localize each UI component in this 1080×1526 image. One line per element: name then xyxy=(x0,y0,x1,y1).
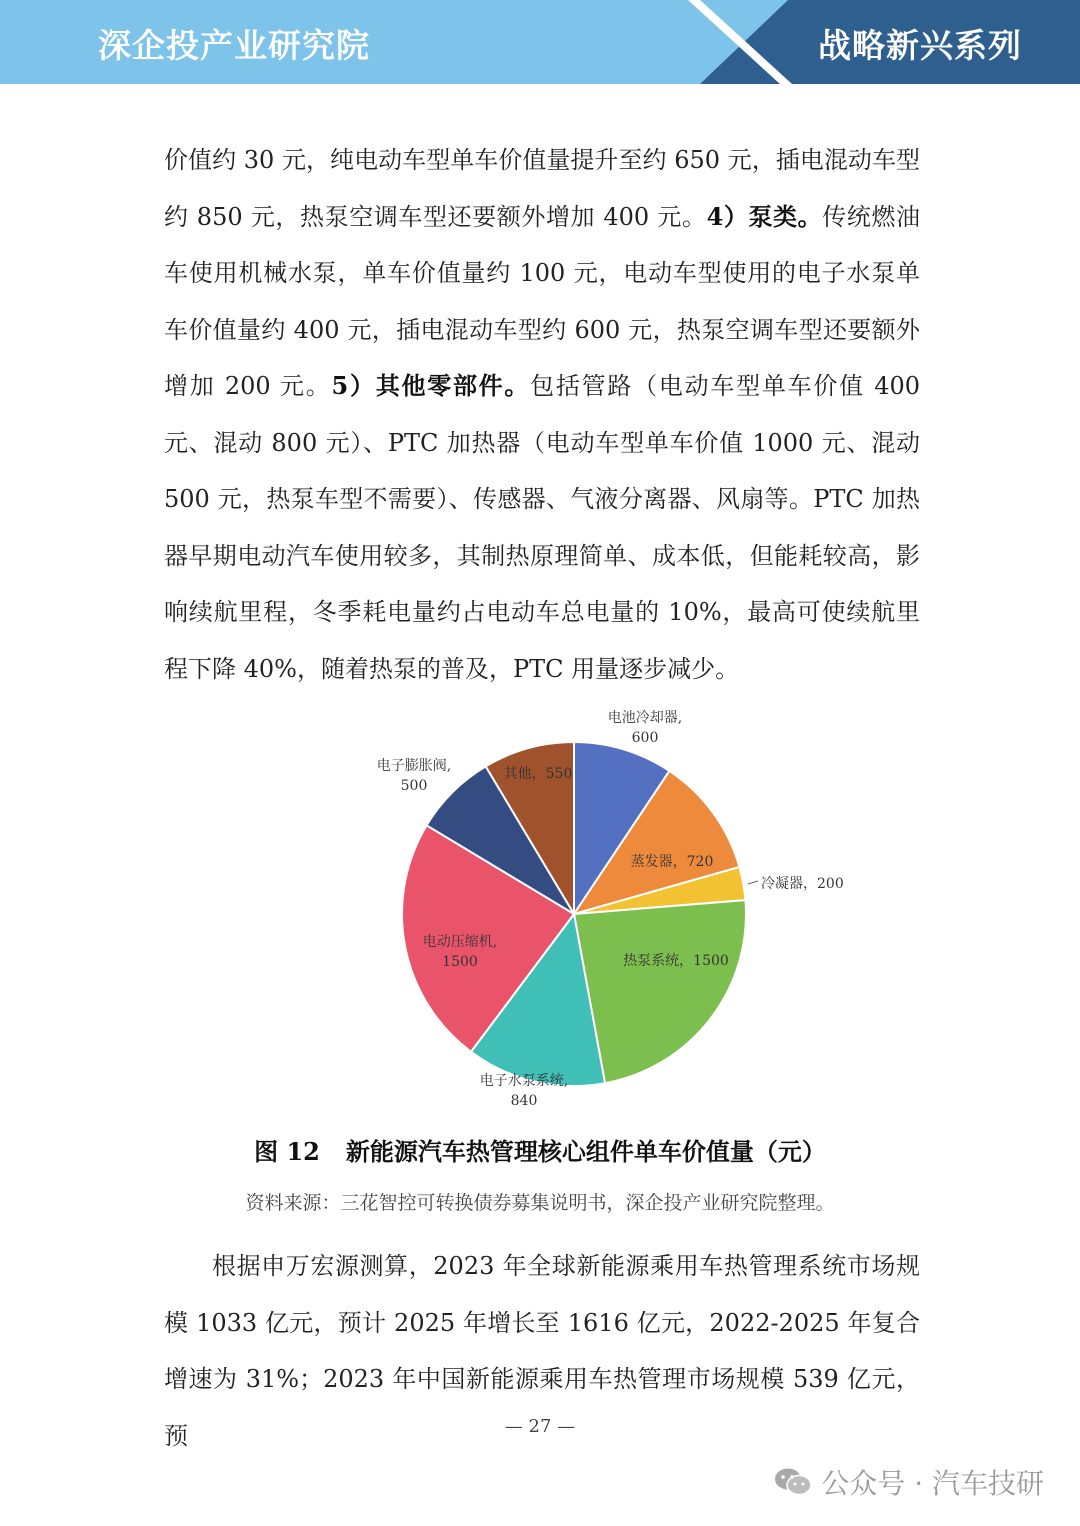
pie-chart xyxy=(340,700,880,1120)
slice-label: 电子膨胀阀, 500 xyxy=(376,758,452,794)
page-number: — 27 — xyxy=(504,1416,576,1437)
slice-label: 电子水泵系统, 840 xyxy=(479,1073,569,1109)
watermark xyxy=(773,1462,1044,1502)
text-segment: 价值约 30 元，纯电动车型单车价值量提升至约 650 元，插电混动车型约 850 元，热泵空调车型还要额外增加 400 元。 xyxy=(164,146,920,231)
slice-label: 电池冷却器, 600 xyxy=(607,710,683,746)
slice-label: 热泵系统，1500 xyxy=(623,953,729,969)
wechat-icon xyxy=(773,1467,813,1497)
figure-title: 新能源汽车热管理核心组件单车价值量（元） xyxy=(345,1137,826,1166)
text-segment: 包括管路（电动车型单车价值 400 元、混动 800 元）、PTC 加热器（电动车型单车价值 1000 元、混动 500 元，热泵车型不需要）、传感器、气液分离器、风扇等。PTC 加热器早期电动汽车使用较多，其制热原理简单、成本低，但能耗较高，影响续航里程，冬季耗电量约占电动车总电量的 10%，最高可使续航里程下降 40%，随着热泵的普及，PTC 用量逐步减少。 xyxy=(164,372,920,683)
bold-heading-pumps: 4）泵类。 xyxy=(706,201,823,231)
leader-line xyxy=(748,881,758,884)
slice-label: 其他，550 xyxy=(503,766,573,782)
paragraph-text: 根据申万宏源测算，2023 年全球新能源乘用车热管理系统市场规模 1033 亿元，预计 2025 年增长至 1616 亿元，2022-2025 年复合增速为 31%；2023 年中国新能源乘用车热管理市场规模 539 亿元，预 xyxy=(164,1252,920,1450)
figure-caption xyxy=(0,1132,1080,1167)
slice-label: 电动压缩机, 1500 xyxy=(422,934,498,970)
figure-source: 资料来源：三花智控可转换债券募集说明书，深企投产业研究院整理。 xyxy=(245,1192,835,1214)
bold-heading-other-parts: 5）其他零部件。 xyxy=(331,371,531,400)
org-name: 深企投产业研究院 xyxy=(98,26,370,65)
slice-label: 冷凝器，200 xyxy=(761,876,844,892)
text-segment: 传统燃油车使用机械水泵，单车价值量约 100 元，电动车型使用的电子水泵单车价值量约 400 元，插电混动车型约 600 元，热泵空调车型还要额外增加 200 元。 xyxy=(164,202,921,400)
figure-number: 图 12 xyxy=(254,1137,320,1166)
series-name: 战略新兴系列 xyxy=(818,26,1022,65)
page-header xyxy=(0,0,1080,84)
watermark-text: 公众号 · 汽车技研 xyxy=(821,1467,1044,1500)
slice-label: 蒸发器，720 xyxy=(630,854,714,870)
body-paragraph-1 xyxy=(164,132,920,697)
